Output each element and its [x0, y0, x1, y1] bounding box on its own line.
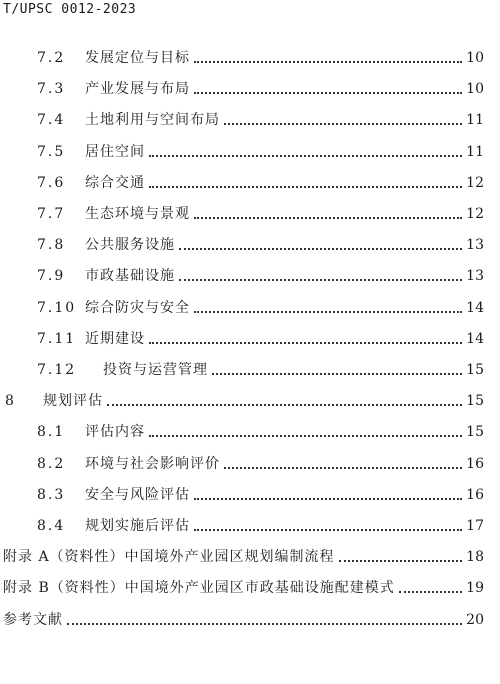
toc-entry[interactable] — [37, 262, 484, 284]
toc-entry[interactable] — [37, 138, 484, 160]
toc-entry-page: 12 — [466, 174, 484, 191]
toc-entry-title: 土地利用与空间布局 — [85, 112, 220, 129]
toc-leader-dots — [194, 217, 462, 219]
toc-entry[interactable] — [37, 294, 484, 316]
toc-entry-title: 规划评估 — [43, 393, 103, 410]
toc-entry-page: 19 — [466, 580, 484, 597]
toc-entry-number: 8.4 — [37, 518, 66, 534]
toc-entry[interactable] — [37, 481, 484, 503]
toc-entry[interactable] — [37, 44, 484, 66]
toc-entry[interactable] — [37, 325, 484, 347]
toc-entry-page: 16 — [466, 455, 484, 472]
toc-entry[interactable] — [37, 106, 484, 128]
toc-leader-dots — [179, 248, 462, 250]
toc-leader-dots — [212, 373, 462, 375]
toc-entry-number: 7.4 — [37, 112, 66, 129]
toc-entry[interactable] — [37, 231, 484, 253]
toc-entry-number: 7.2 — [37, 50, 66, 66]
toc-leader-dots — [179, 279, 462, 281]
toc-entry[interactable] — [37, 450, 484, 472]
toc-entry-number: 7.5 — [37, 143, 66, 160]
toc-entry-title: 环境与社会影响评价 — [85, 455, 220, 472]
toc-entry-page: 12 — [466, 206, 484, 222]
toc-entry-title: 附录 A（资料性）中国境外产业园区规划编制流程 — [3, 549, 335, 566]
standard-code-header: T/UPSC 0012-2023 — [3, 2, 137, 17]
toc-entry-number: 7.10 — [37, 299, 77, 316]
toc-entry-number: 7.11 — [37, 330, 77, 347]
toc-entry[interactable] — [5, 387, 484, 409]
toc-entry[interactable] — [3, 543, 484, 565]
toc-leader-dots — [107, 404, 462, 406]
toc-entry[interactable] — [3, 574, 484, 596]
toc-entry-page: 11 — [466, 143, 484, 160]
toc-leader-dots — [149, 155, 462, 157]
toc-entry-number: 7.7 — [37, 206, 66, 222]
toc-entry-title: 附录 B（资料性）中国境外产业园区市政基础设施配建模式 — [3, 580, 395, 597]
toc-leader-dots — [149, 342, 462, 344]
toc-entry-page: 16 — [466, 486, 484, 503]
toc-entry-page: 15 — [466, 424, 484, 441]
toc-entry-page: 17 — [466, 518, 484, 534]
toc-entry-number: 8.3 — [37, 486, 66, 503]
toc-entry-page: 13 — [466, 268, 484, 285]
toc-entry[interactable] — [37, 356, 484, 378]
toc-entry-page: 11 — [466, 112, 484, 129]
toc-entry-page: 10 — [466, 81, 484, 98]
toc-entry-number: 7.3 — [37, 81, 66, 98]
toc-leader-dots — [149, 435, 462, 437]
toc-entry-number: 7.9 — [37, 268, 66, 285]
toc-entry-page: 15 — [466, 393, 484, 410]
toc-leader-dots — [194, 61, 462, 63]
toc-entry-title: 发展定位与目标 — [85, 50, 190, 66]
toc-entry[interactable] — [37, 512, 484, 534]
toc-entry-number: 8.2 — [37, 455, 66, 472]
toc-leader-dots — [194, 311, 462, 313]
toc-leader-dots — [194, 529, 462, 531]
toc-entry-page: 14 — [466, 299, 484, 316]
toc-entry-title: 综合防灾与安全 — [85, 299, 190, 316]
toc-entry-number: 8.1 — [37, 424, 66, 441]
toc-entry-title: 规划实施后评估 — [85, 518, 190, 534]
toc-entry-number: 8 — [5, 393, 16, 410]
toc-entry[interactable] — [37, 169, 484, 191]
toc-leader-dots — [399, 591, 462, 593]
toc-entry-title: 评估内容 — [85, 424, 145, 441]
toc-entry-number: 7.8 — [37, 237, 66, 254]
toc-entry-title: 产业发展与布局 — [85, 81, 190, 98]
toc-entry-title: 投资与运营管理 — [103, 362, 208, 378]
toc-entry-title: 参考文献 — [3, 611, 63, 628]
toc-entry-title: 安全与风险评估 — [85, 486, 190, 503]
toc-entry-title: 生态环境与景观 — [85, 206, 190, 222]
toc-entry-page: 18 — [466, 549, 484, 566]
toc-entry-title: 居住空间 — [85, 143, 145, 160]
toc-entry[interactable] — [37, 75, 484, 97]
toc-entry-page: 14 — [466, 330, 484, 347]
toc-leader-dots — [194, 92, 462, 94]
toc-leader-dots — [67, 623, 462, 625]
toc-entry-page: 10 — [466, 50, 484, 66]
toc-leader-dots — [339, 560, 463, 562]
toc-leader-dots — [224, 467, 462, 469]
toc-leader-dots — [224, 123, 462, 125]
toc-entry-page: 15 — [466, 362, 484, 378]
toc-entry[interactable] — [37, 200, 484, 222]
toc-entry-title: 综合交通 — [85, 174, 145, 191]
toc-entry-page: 20 — [466, 611, 484, 628]
toc-entry-title: 市政基础设施 — [85, 268, 175, 285]
toc-entry-number: 7.6 — [37, 174, 66, 191]
toc-entry-number: 7.12 — [37, 362, 77, 378]
toc-entry[interactable] — [37, 418, 484, 440]
toc-leader-dots — [149, 186, 462, 188]
toc-leader-dots — [194, 498, 462, 500]
toc-entry-title: 公共服务设施 — [85, 237, 175, 254]
toc-entry-title: 近期建设 — [85, 330, 145, 347]
toc-entry[interactable] — [3, 606, 484, 628]
toc-entry-page: 13 — [466, 237, 484, 254]
